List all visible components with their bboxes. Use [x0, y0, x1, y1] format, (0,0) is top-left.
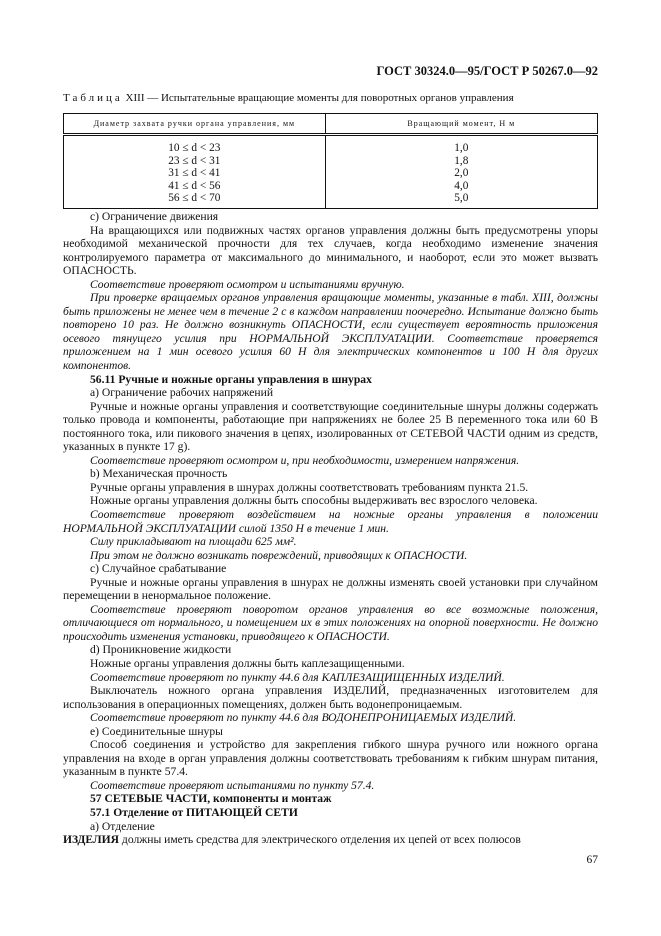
paragraph: а) Ограничение рабочих напряжений [90, 386, 274, 400]
torque-cell: 2,0 [325, 167, 597, 180]
term-bold: ИЗДЕЛИЯ [63, 833, 120, 847]
diameter-cell: 10 ≤ d < 23 [64, 135, 326, 155]
paragraph: Ручные и ножные органы управления в шнурах не должны изменять своей установки при случайном перемещении в ненормальное положение. [63, 575, 598, 603]
table-row [64, 180, 598, 193]
compliance-paragraph: При этом не должно возникать повреждений, приводящих к ОПАСНОСТИ. [90, 548, 468, 562]
section-heading: 56.11 Ручные и ножные органы управления в шнурах [90, 372, 372, 386]
paragraph: а) Отделение [90, 819, 155, 833]
torque-table [63, 113, 598, 209]
paragraph: е) Соединительные шнуры [90, 724, 223, 738]
compliance-paragraph: Соответствие проверяют осмотром и, при необходимости, измерением напряжения. [90, 453, 520, 467]
table-row [64, 155, 598, 168]
torque-cell: 4,0 [325, 180, 597, 193]
paragraph: с) Случайное срабатывание [90, 562, 227, 576]
table-caption [63, 91, 598, 105]
document-header: ГОСТ 30324.0—95/ГОСТ Р 50267.0—92 [376, 64, 598, 78]
paragraph: Ножные органы управления должны быть способны выдерживать вес взрослого человека. [90, 494, 538, 508]
paragraph: Выключатель ножного органа управления ИЗДЕЛИЙ, предназначенных изготовителем для использования в операционных помещениях, должен быть водонепроницаемым. [63, 684, 598, 711]
paragraph: с) Ограничение движения [90, 209, 219, 223]
compliance-paragraph: Соответствие проверяют осмотром и испытаниями вручную. [90, 277, 405, 291]
paragraph: Ручные органы управления в шнурах должны соответствовать требованиям пункта 21.5. [90, 480, 529, 494]
paragraph: Способ соединения и устройство для закрепления гибкого шнура ручного или ножного органа управления на входе в орган управления должны соответствовать требованиям к гибким шнурам питания, указанным в пункте 57.4. [63, 738, 598, 779]
diameter-cell: 41 ≤ d < 56 [64, 180, 326, 193]
diameter-cell: 31 ≤ d < 41 [64, 167, 326, 180]
table-caption-text: XIII — Испытательные вращающие моменты для поворотных органов управления [122, 92, 514, 104]
torque-cell: 5,0 [325, 192, 597, 208]
paragraph: На вращающихся или подвижных частях органов управления должны быть предусмотрены упоры необходимой механической прочности для тех случаев, когда необходимо изменение значения контролируемого параметра от максимального до минимального, и наоборот, если это может вызвать ОПАСНОСТЬ. [63, 223, 598, 278]
compliance-paragraph: Соответствие проверяют по пункту 44.6 для КАПЛЕЗАЩИЩЕННЫХ ИЗДЕЛИЙ. [90, 670, 505, 684]
table-row [64, 192, 598, 208]
diameter-cell: 23 ≤ d < 31 [64, 155, 326, 168]
table-caption-label: Таблица [63, 92, 123, 104]
paragraph [63, 833, 598, 847]
paragraph: Ручные и ножные органы управления и соответствующие соединительные шнуры должны содержать только провода и компоненты, работающие при напряжениях не более 25 В переменного тока или 60 В постоянного тока, или пикового значения в цепях, изолированных от СЕТЕВОЙ ЧАСТИ одним из средств, указанных в пункте 17 g). [63, 399, 598, 454]
compliance-paragraph: Силу прикладывают на площади 625 мм². [90, 535, 297, 549]
torque-cell: 1,8 [325, 155, 597, 168]
compliance-paragraph: Соответствие проверяют поворотом органов управления во все возможные положения, отличающиеся от нормального, и помещением их в этих положениях на опорной поверхности. Не должно происходить изменения установки, приводящего к ОПАСНОСТИ. [63, 602, 598, 643]
column-header-torque: Вращающий момент, Н м [325, 114, 597, 135]
section-heading: 57 СЕТЕВЫЕ ЧАСТИ, компоненты и монтаж [90, 792, 332, 806]
torque-cell: 1,0 [325, 135, 597, 155]
compliance-paragraph: Соответствие проверяют по пункту 44.6 для ВОДОНЕПРОНИЦАЕМЫХ ИЗДЕЛИЙ. [90, 711, 517, 725]
page-number: 67 [586, 853, 598, 866]
diameter-cell: 56 ≤ d < 70 [64, 192, 326, 208]
table-row [64, 167, 598, 180]
paragraph: Ножные органы управления должны быть каплезащищенными. [90, 657, 405, 671]
paragraph: d) Проникновение жидкости [90, 643, 232, 657]
compliance-paragraph: Соответствие проверяют воздействием на ножные органы управления в положении НОРМАЛЬНОЙ ЭКСПЛУАТАЦИИ силой 1350 Н в течение 1 мин. [63, 508, 598, 535]
paragraph: b) Механическая прочность [90, 467, 228, 481]
compliance-paragraph: При проверке вращаемых органов управления вращающие моменты, указанные в табл. XIII, должны быть приложены не менее чем в течение 2 с в каждом направлении поочередно. Испытание должно быть повторено 10 раз. Не должно возникнуть ОПАСНОСТИ, если существует вероятность приложения осевого тянущего усилия при НОРМАЛЬНОЙ ЭКСПЛУАТАЦИИ. Соответствие проверяется приложением на 1 мин осевого усилия 60 Н для электрических компонентов и 100 Н для других компонентов. [63, 291, 598, 372]
paragraph-text: должны иметь средства для электрического отделения их цепей от всех полюсов [119, 833, 521, 847]
compliance-paragraph: Соответствие проверяют испытаниями по пункту 57.4. [90, 778, 375, 792]
column-header-diameter: Диаметр захвата ручки органа управления, мм [64, 114, 326, 135]
table-row [64, 135, 598, 155]
document-body [63, 210, 598, 847]
section-heading: 57.1 Отделение от ПИТАЮЩЕЙ СЕТИ [90, 806, 298, 820]
